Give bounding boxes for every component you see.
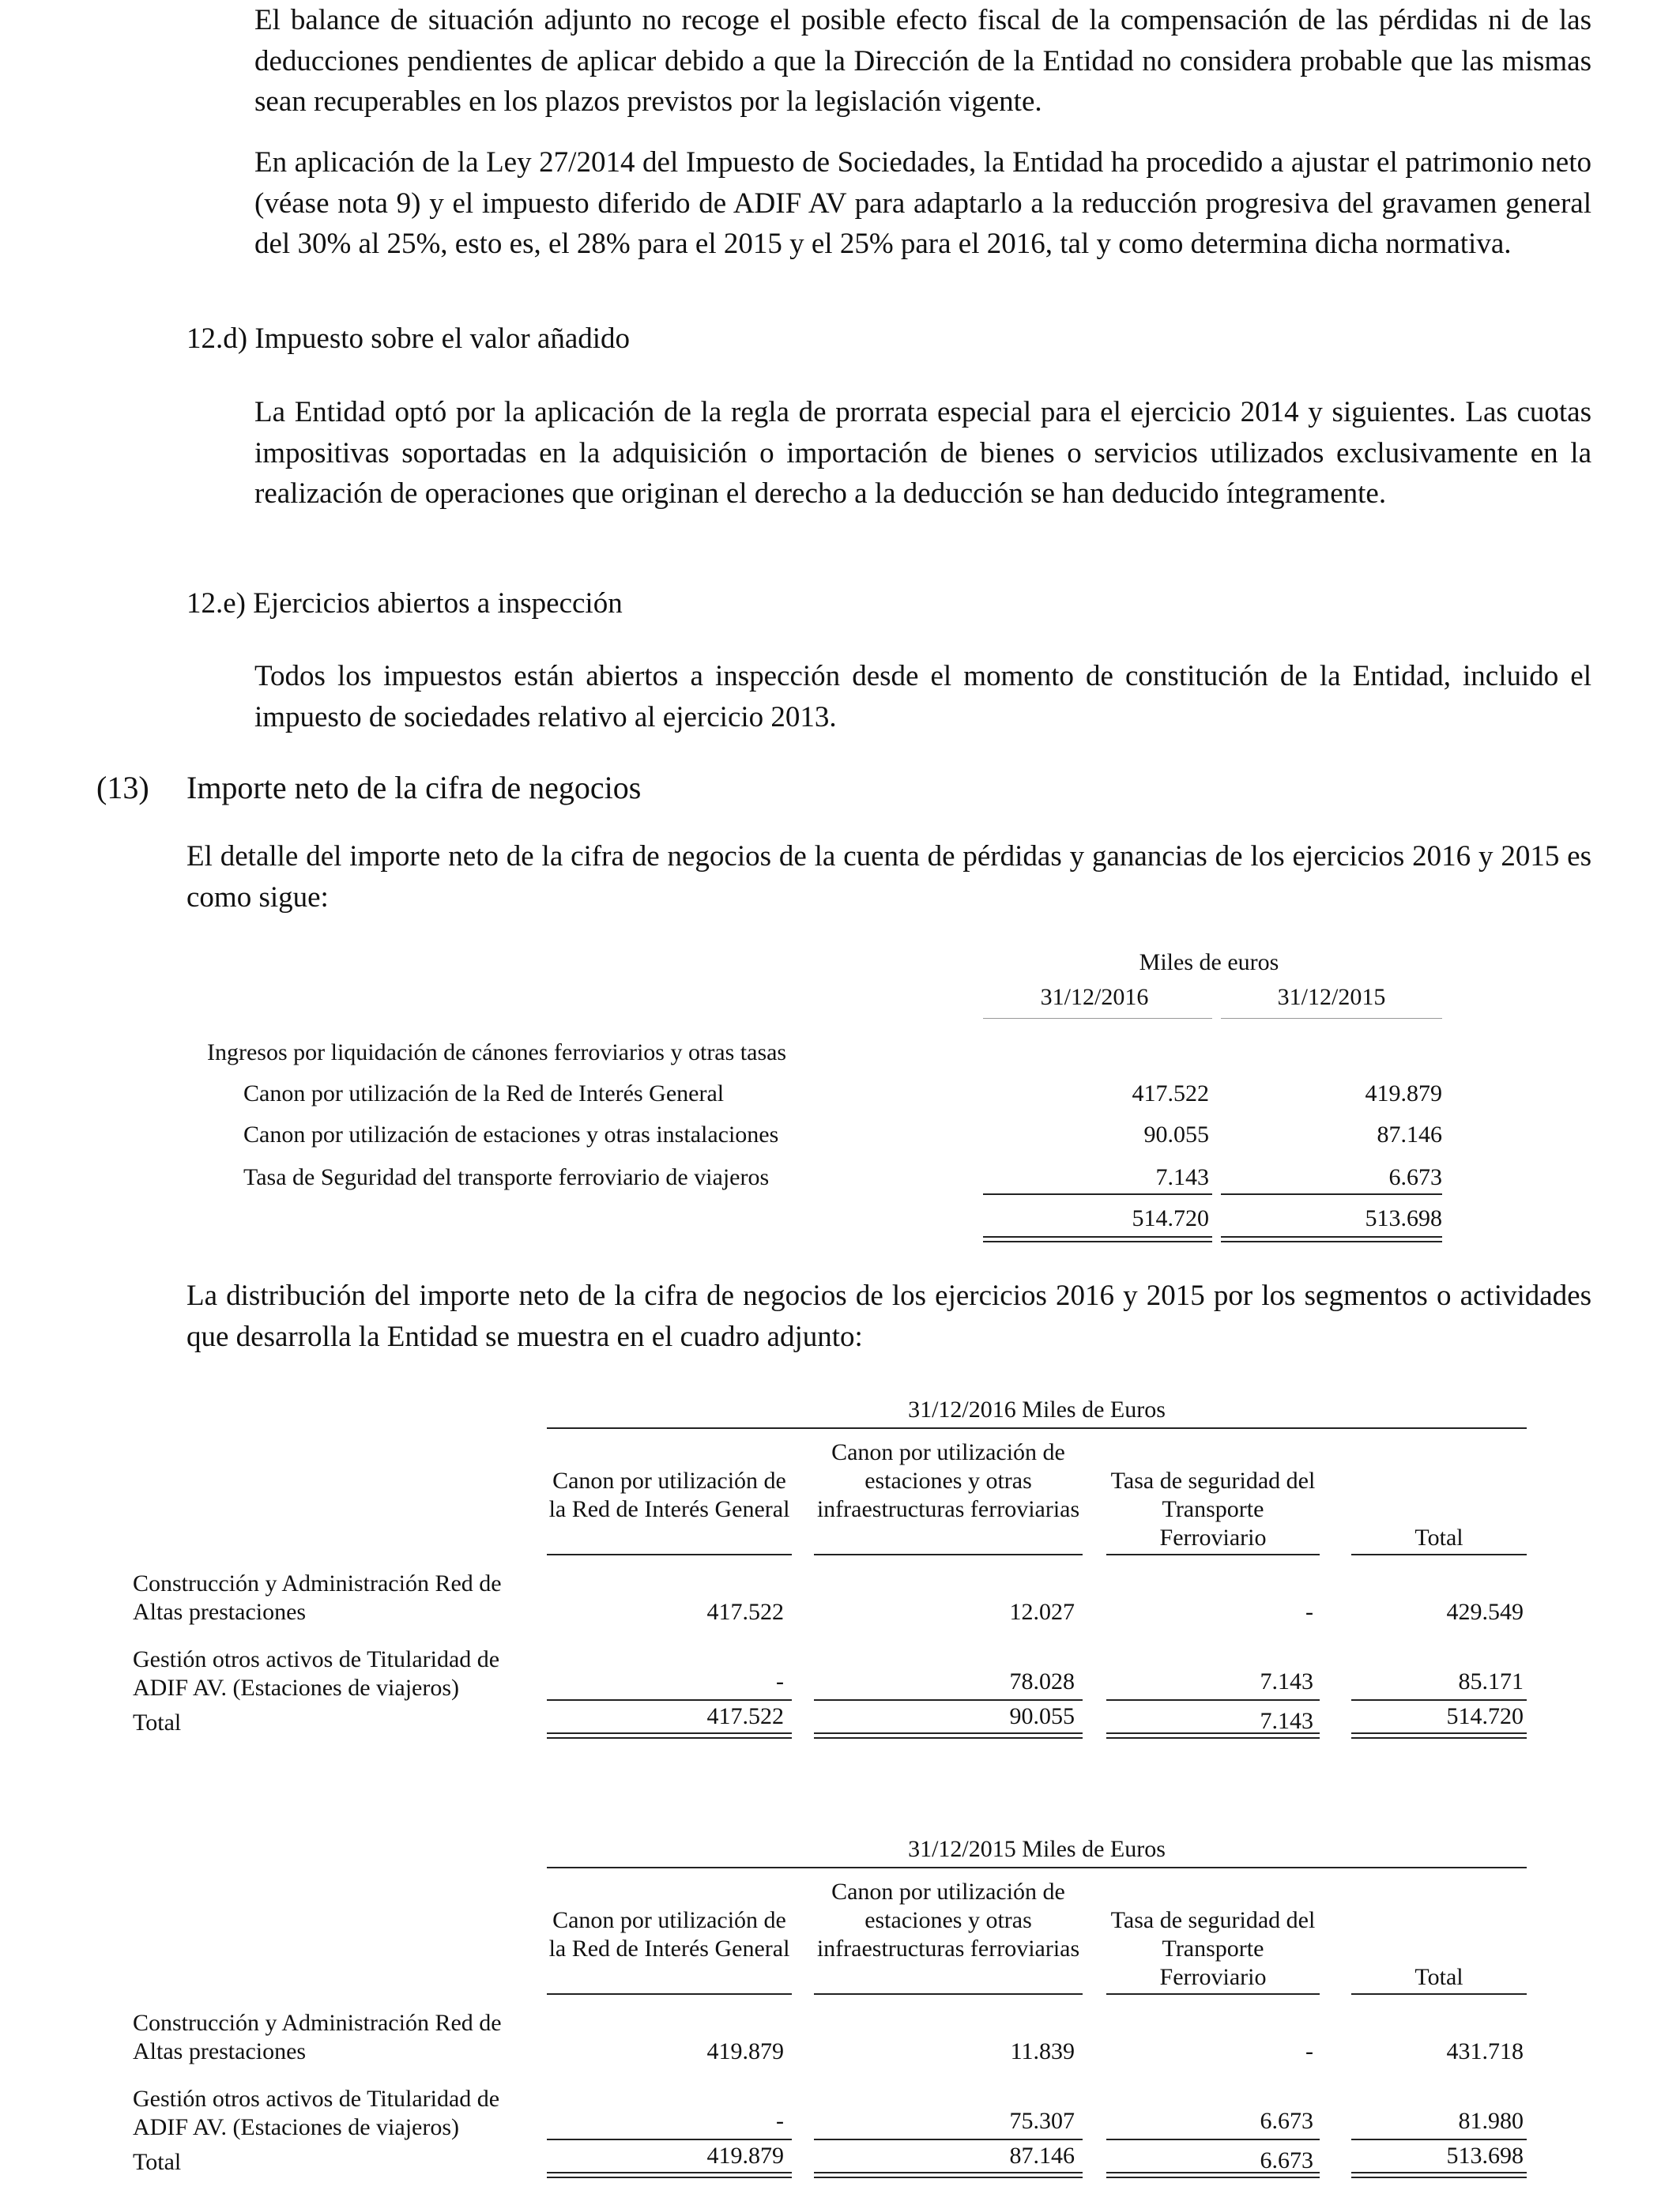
table1-cell: 87.146 bbox=[1377, 1122, 1442, 1148]
row-label: Gestión otros activos de Titularidad de ADIF AV. (Estaciones de viajeros) bbox=[133, 1646, 500, 1701]
sum-rule bbox=[1106, 2139, 1320, 2140]
sum-rule bbox=[814, 1699, 1083, 1701]
segment-cell: - bbox=[1305, 1599, 1313, 1625]
paragraph-distribution-intro: La distribución del importe neto de la cifra de negocios de los ejercicios 2016 y 2015 por los segmentos o actividades que desarrolla la Entidad se muestra en el cuadro adjunto: bbox=[186, 1280, 1591, 1353]
sum-rule bbox=[1351, 1699, 1527, 1701]
sum-rule bbox=[1106, 1699, 1320, 1701]
table1-cell: 6.673 bbox=[1388, 1164, 1442, 1190]
double-rule bbox=[547, 2172, 792, 2178]
column-header: Canon por utilización de la Red de Interés General bbox=[548, 1907, 790, 1962]
table1-col-2016: 31/12/2016 bbox=[1040, 984, 1149, 1010]
double-rule bbox=[1351, 2172, 1527, 2178]
segment-total-cell: 513.698 bbox=[1446, 2143, 1524, 2169]
row-label-total: Total bbox=[133, 1710, 182, 1736]
column-header: Tasa de seguridad del Transporte Ferroviario bbox=[1110, 1907, 1316, 1990]
column-header: Total bbox=[1414, 1525, 1463, 1551]
table1-row-label: Canon por utilización de estaciones y otras instalaciones bbox=[243, 1122, 779, 1148]
table1-cell: 419.879 bbox=[1365, 1080, 1442, 1106]
table1-row-label: Canon por utilización de la Red de Interés General bbox=[243, 1080, 725, 1106]
section-number: (13) bbox=[96, 770, 149, 805]
sum-rule bbox=[547, 1699, 792, 1701]
segment-cell: 7.143 bbox=[1260, 1668, 1313, 1695]
table1-sum-line bbox=[1221, 1193, 1442, 1195]
table1-col-divider bbox=[1221, 1018, 1442, 1019]
column-header-rule bbox=[814, 1993, 1083, 1995]
segment-total-cell: 417.522 bbox=[706, 1703, 784, 1729]
sum-rule bbox=[547, 2139, 792, 2140]
table1-total: 514.720 bbox=[1132, 1205, 1209, 1231]
table1-double-rule bbox=[983, 1236, 1212, 1242]
segment-total-cell: 7.143 bbox=[1260, 1708, 1313, 1734]
segment-cell: - bbox=[776, 1668, 784, 1695]
segment-total-cell: 419.879 bbox=[706, 2143, 784, 2169]
column-header-rule bbox=[1106, 1554, 1320, 1555]
table1-cell: 7.143 bbox=[1155, 1164, 1209, 1190]
double-rule bbox=[1351, 1732, 1527, 1739]
segment-cell: 85.171 bbox=[1458, 1668, 1524, 1695]
segment-cell: 431.718 bbox=[1446, 2038, 1524, 2064]
table1-sum-line bbox=[983, 1193, 1212, 1195]
paragraph-iva: La Entidad optó por la aplicación de la regla de prorrata especial para el ejercicio 2014 y siguientes. Las cuotas impositivas soportadas en la adquisición o importación de bienes o servicios utilizados exclusivamente en la realización de operaciones que originan el derecho a la deducción se han deducido íntegramente. bbox=[254, 396, 1591, 510]
paragraph-law-adjustment: En aplicación de la Ley 27/2014 del Impuesto de Sociedades, la Entidad ha procedido a ajustar el patrimonio neto (véase nota 9) y el impuesto diferido de ADIF AV para adaptarlo a la reducción progresiva del gravamen general del 30% al 25%, esto es, el 28% para el 2015 y el 25% para el 2016, tal y como determina dicha normativa. bbox=[254, 146, 1591, 260]
double-rule bbox=[814, 1732, 1083, 1739]
column-header-rule bbox=[547, 1993, 792, 1995]
double-rule bbox=[1106, 2172, 1320, 2178]
segment-total-cell: 90.055 bbox=[1009, 1703, 1075, 1729]
table1-col-2015: 31/12/2015 bbox=[1277, 984, 1386, 1010]
double-rule bbox=[1106, 1732, 1320, 1739]
segment-table-top-rule bbox=[547, 1427, 1527, 1429]
segment-cell: 419.879 bbox=[706, 2038, 784, 2064]
segment-cell: 78.028 bbox=[1009, 1668, 1075, 1695]
column-header-rule bbox=[814, 1554, 1083, 1555]
segment-cell: 11.839 bbox=[1010, 2038, 1075, 2064]
table1-cell: 417.522 bbox=[1132, 1080, 1209, 1106]
segment-table-top-rule bbox=[547, 1867, 1527, 1868]
segment-table-title: 31/12/2016 Miles de Euros bbox=[908, 1397, 1166, 1423]
row-label: Gestión otros activos de Titularidad de ADIF AV. (Estaciones de viajeros) bbox=[133, 2086, 500, 2140]
subheading-iva: 12.d) Impuesto sobre el valor añadido bbox=[186, 322, 631, 355]
double-rule bbox=[814, 2172, 1083, 2178]
section-title: Importe neto de la cifra de negocios bbox=[186, 770, 642, 805]
segment-table-title: 31/12/2015 Miles de Euros bbox=[908, 1836, 1166, 1862]
column-header: Canon por utilización de estaciones y otras infraestructuras ferroviarias bbox=[816, 1439, 1080, 1522]
column-header: Total bbox=[1414, 1964, 1463, 1990]
table1-row-label: Tasa de Seguridad del transporte ferroviario de viajeros bbox=[243, 1164, 770, 1190]
segment-total-cell: 6.673 bbox=[1260, 2147, 1313, 2173]
segment-total-cell: 87.146 bbox=[1009, 2143, 1075, 2169]
subheading-inspection: 12.e) Ejercicios abiertos a inspección bbox=[186, 587, 623, 620]
column-header-rule bbox=[1351, 1993, 1527, 1995]
segment-cell: - bbox=[776, 2108, 784, 2134]
column-header: Tasa de seguridad del Transporte Ferroviario bbox=[1110, 1468, 1316, 1551]
segment-cell: 81.980 bbox=[1458, 2108, 1524, 2134]
paragraph-inspection: Todos los impuestos están abiertos a inspección desde el momento de constitución de la Entidad, incluido el impuesto de sociedades relativo al ejercicio 2013. bbox=[254, 660, 1591, 733]
row-label: Construcción y Administración Red de Altas prestaciones bbox=[133, 1570, 502, 1625]
segment-cell: 417.522 bbox=[706, 1599, 784, 1625]
segment-cell: - bbox=[1305, 2038, 1313, 2064]
table1-cell: 90.055 bbox=[1143, 1122, 1209, 1148]
sum-rule bbox=[1351, 2139, 1527, 2140]
column-header-rule bbox=[1106, 1993, 1320, 1995]
table1-unit: Miles de euros bbox=[1139, 949, 1279, 975]
table1-col-divider bbox=[983, 1018, 1212, 1019]
segment-cell: 6.673 bbox=[1260, 2108, 1313, 2134]
segment-cell: 429.549 bbox=[1446, 1599, 1524, 1625]
table1-double-rule bbox=[1221, 1236, 1442, 1242]
paragraph-tax-effect: El balance de situación adjunto no recoge el posible efecto fiscal de la compensación de las pérdidas ni de las deducciones pendientes de aplicar debido a que la Dirección de la Entidad no considera probable que las mismas sean recuperables en los plazos previstos por la legislación vigente. bbox=[254, 4, 1591, 118]
column-header: Canon por utilización de estaciones y otras infraestructuras ferroviarias bbox=[816, 1879, 1080, 1962]
double-rule bbox=[547, 1732, 792, 1739]
table1-group-label: Ingresos por liquidación de cánones ferroviarios y otras tasas bbox=[207, 1039, 787, 1065]
column-header: Canon por utilización de la Red de Interés General bbox=[548, 1468, 790, 1522]
segment-cell: 12.027 bbox=[1009, 1599, 1075, 1625]
row-label: Construcción y Administración Red de Altas prestaciones bbox=[133, 2010, 502, 2064]
table1-total: 513.698 bbox=[1365, 1205, 1442, 1231]
segment-cell: 75.307 bbox=[1009, 2108, 1075, 2134]
row-label-total: Total bbox=[133, 2149, 182, 2175]
paragraph-detail-intro: El detalle del importe neto de la cifra de negocios de la cuenta de pérdidas y ganancias de los ejercicios 2016 y 2015 es como sigue: bbox=[186, 840, 1591, 914]
sum-rule bbox=[814, 2139, 1083, 2140]
segment-total-cell: 514.720 bbox=[1446, 1703, 1524, 1729]
column-header-rule bbox=[1351, 1554, 1527, 1555]
column-header-rule bbox=[547, 1554, 792, 1555]
